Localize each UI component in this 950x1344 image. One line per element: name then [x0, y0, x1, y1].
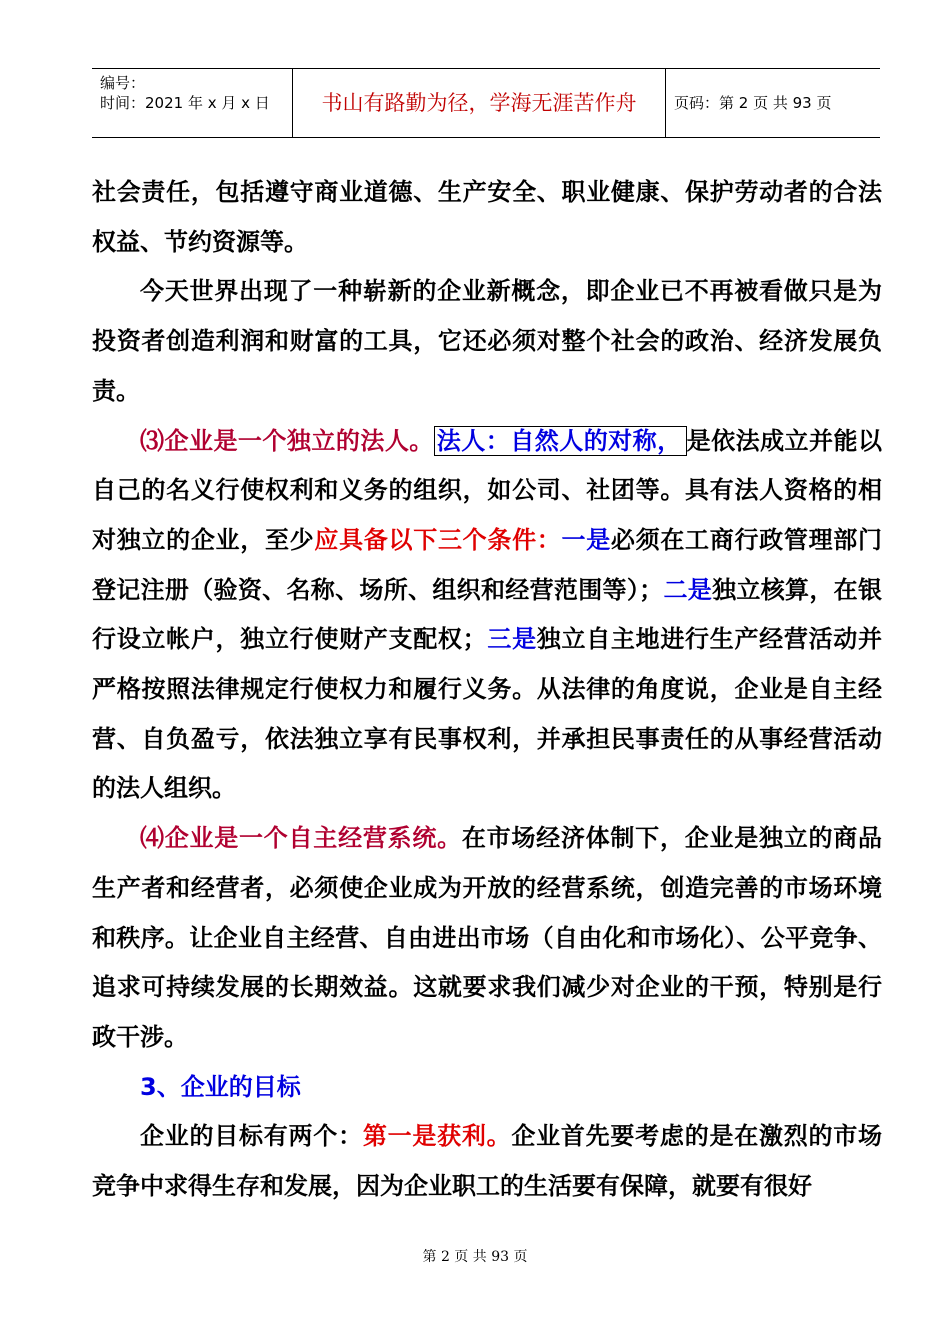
header-motto: 书山有路勤为径，学海无涯苦作舟: [293, 69, 666, 137]
header-meta-cell: [92, 69, 293, 137]
first-label: 一是: [561, 525, 611, 554]
first-text: 必须在工商行政管理部门登记注册（验资、名称、场所、组织和经营范围等）；: [92, 525, 883, 604]
paragraph-1: 社会责任，包括遵守商业道德、生产安全、职业健康、保护劳动者的合法权益、节约资源等。: [92, 178, 882, 256]
paragraph-5-intro: 企业的目标有两个：: [140, 1122, 363, 1151]
time-label: 时间：2021 年 x 月 x 日: [100, 94, 270, 112]
paragraph-3: [92, 417, 882, 815]
legal-person-definition-box: 法人：自然人的对称，: [434, 426, 687, 456]
heading-independent-legal-person: ⑶企业是一个独立的法人。: [140, 426, 434, 455]
paragraph-4: [92, 814, 882, 1063]
conditions-label: 应具备以下三个条件：: [314, 525, 562, 554]
page-footer: 第 2 页 共 93 页: [422, 1249, 528, 1265]
second-text: 独立核算，在银行设立帐户，独立行使财产支配权；: [92, 575, 882, 654]
paragraph-5-text: 企业首先要考虑的是在激烈的市场竞争中求得生存和发展，因为企业职工的生活要有保障，就要有很好: [92, 1122, 883, 1201]
number-label: 编号：: [100, 74, 146, 92]
second-label: 二是: [663, 575, 713, 604]
third-text: 独立自主地进行生产经营活动并严格按照法律规定行使权力和履行义务。从法律的角度说，企业是自主经营、自负盈亏，依法独立享有民事权利，并承担民事责任的从事经营活动的法人组织。: [92, 625, 883, 803]
header-table: [92, 68, 880, 138]
paragraph-3-text: 是依法成立并能以自己的名义行使权利和义务的组织，如公司、社团等。具有法人资格的相对独立的企业，至少: [92, 426, 883, 554]
section-title: 3、企业的目标: [140, 1072, 301, 1101]
paragraph-2: 今天世界出现了一种崭新的企业新概念，即企业已不再被看做只是为投资者创造利润和财富的工具，它还必须对整个社会的政治、经济发展负责。: [92, 277, 882, 405]
document-body: [92, 168, 882, 1212]
heading-autonomous-system: ⑷企业是一个自主经营系统。: [140, 824, 462, 853]
third-label: 三是: [486, 625, 537, 654]
paragraph-4-text: 在市场经济体制下，企业是独立的商品生产者和经营者，必须使企业成为开放的经营系统，创造完善的市场环境和秩序。让企业自主经营、自由进出市场（自由化和市场化）、公平竞争、追求可持续发展的长期效益。这就要求我们减少对企业的干预，特别是行政干涉。: [92, 824, 883, 1051]
paragraph-5: [92, 1112, 882, 1211]
first-goal-highlight: 第一是获利。: [362, 1122, 512, 1151]
header-page-info: 页码：第 2 页 共 93 页: [674, 94, 832, 112]
